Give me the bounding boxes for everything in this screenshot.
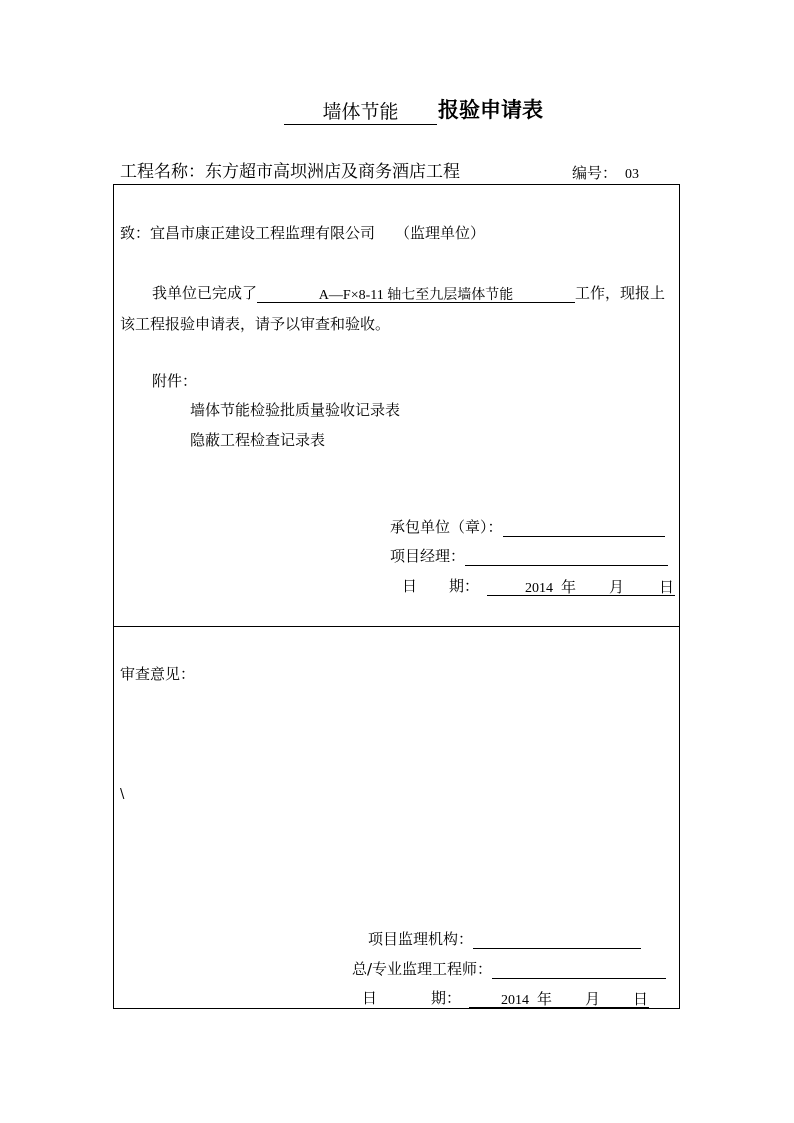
supervision-org-label: 项目监理机构： [368,930,474,948]
date-day-unit: 日 [659,578,675,596]
section-divider [113,626,680,627]
attachment-item: 墙体节能检验批质量验收记录表 [190,401,401,419]
project-label: 工程名称： [120,162,205,182]
date-month-unit: 月 [609,578,625,596]
attachment-item: 隐蔽工程检查记录表 [190,431,326,449]
pm-label: 项目经理： [390,547,466,565]
date-field[interactable] [487,577,675,596]
title-underlined-subject: 墙体节能 [284,100,437,125]
date-year: 2014 [525,581,554,596]
code-line [572,163,639,185]
engineer-label: 总/专业监理工程师： [352,960,493,978]
body-suffix: 工作，现报上 [575,284,666,302]
body-prefix: 我单位已完成了 [152,284,258,302]
body-line-1 [152,283,665,303]
date-label-day: 日 [402,577,418,595]
date-day-unit: 日 [633,990,649,1008]
project-name-line [120,161,460,183]
contractor-label: 承包单位（章）： [390,518,503,536]
to-label: 致： [120,224,151,242]
pm-line [390,546,668,566]
engineer-line [352,959,666,979]
completed-work-text: A—F×8-11 轴七至九层墙体节能 [318,288,514,303]
supervision-org-field[interactable] [473,930,641,949]
date-label-day: 日 [362,989,378,1007]
date-month-unit: 月 [585,990,601,1008]
page-title: 报验申请表 [438,98,543,122]
code-label: 编号： [572,164,618,182]
date-label-period: 期： [449,577,480,595]
attachments-label: 附件： [152,372,198,390]
to-unit: 宜昌市康正建设工程监理有限公司 [150,224,376,242]
date-field[interactable] [469,989,649,1008]
date-label-period: 期： [431,989,462,1007]
date-year-unit: 年 [561,578,577,596]
stray-mark: \ [120,787,125,802]
project-name: 东方超市高坝洲店及商务酒店工程 [205,162,460,182]
addressee-line [120,223,485,243]
pm-field[interactable] [465,547,668,566]
date-year-unit: 年 [537,990,553,1008]
date-year: 2014 [501,993,530,1008]
contractor-field[interactable] [503,518,665,537]
completed-work-field[interactable] [257,284,575,303]
body-line-2: 该工程报验申请表，请予以审查和验收。 [120,315,391,333]
review-label: 审查意见： [120,665,196,683]
date-line-1 [402,576,675,596]
contractor-line [390,517,665,537]
code-value: 03 [625,167,640,182]
to-unit-note: （监理单位） [395,224,486,242]
date-line-2 [362,988,649,1008]
form-frame [113,184,680,1009]
engineer-field[interactable] [492,960,666,979]
supervision-org-line [368,929,641,949]
